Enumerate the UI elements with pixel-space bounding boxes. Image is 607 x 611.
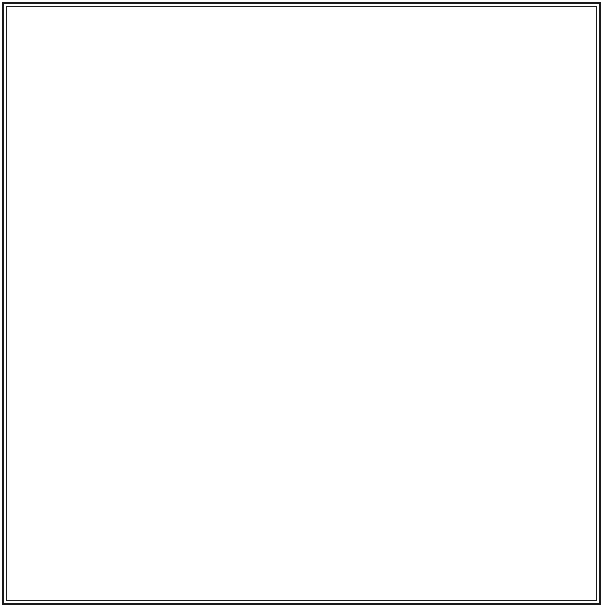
notice-body <box>14 56 593 551</box>
